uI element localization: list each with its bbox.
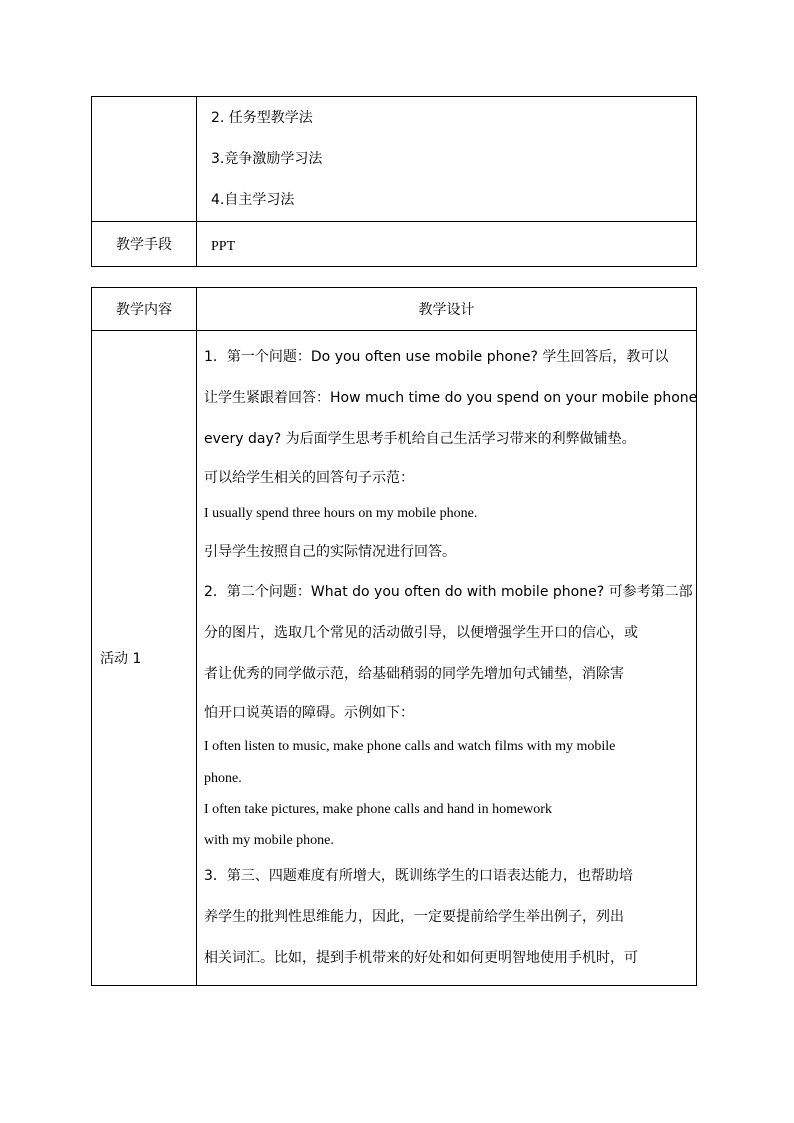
blank-label-cell	[92, 97, 197, 222]
design-line: 相关词汇。比如，提到手机带来的好处和如何更明智地使用手机时，可	[204, 950, 638, 966]
teaching-methods-table	[91, 96, 697, 267]
methods-cell	[197, 97, 697, 222]
design-line: 养学生的批判性思维能力，因此，一定要提前给学生举出例子，列出	[204, 909, 624, 925]
design-line: with my mobile phone.	[204, 833, 334, 848]
header-teaching-content: 教学内容	[92, 288, 197, 331]
method-item: 2. 任务型教学法	[211, 109, 313, 126]
design-line: I often take pictures, make phone calls and hand in homework	[204, 802, 552, 817]
design-line: 分的图片，选取几个常见的活动做引导，以便增强学生开口的信心，或	[204, 625, 638, 641]
teaching-means-value: PPT	[197, 222, 697, 267]
method-item: 4.自主学习法	[211, 191, 295, 208]
design-line: 1．第一个问题：Do you often use mobile phone? 学生回答后，教可以	[204, 349, 669, 365]
design-line: 让学生紧跟着回答：How much time do you spend on your mobile phone	[204, 390, 698, 406]
design-line: phone.	[204, 771, 242, 786]
design-line: I often listen to music, make phone calls and watch films with my mobile	[204, 739, 616, 754]
teaching-design-table	[91, 287, 697, 986]
header-teaching-design: 教学设计	[197, 288, 697, 331]
teaching-means-label: 教学手段	[92, 222, 197, 267]
design-line: 2．第二个问题：What do you often do with mobile phone? 可参考第二部	[204, 584, 693, 600]
design-line: I usually spend three hours on my mobile phone.	[204, 506, 478, 521]
design-line: 可以给学生相关的回答句子示范：	[204, 470, 414, 486]
design-line: 3．第三、四题难度有所增大，既训练学生的口语表达能力，也帮助培	[204, 868, 633, 884]
design-line: every day? 为后面学生思考手机给自己生活学习带来的利弊做铺垫。	[204, 431, 636, 447]
design-content	[197, 331, 696, 979]
activity-label: 活动 1	[92, 331, 197, 986]
method-item: 3.竞争激励学习法	[211, 150, 323, 167]
design-content-cell	[197, 331, 697, 986]
design-line: 引导学生按照自己的实际情况进行回答。	[204, 544, 456, 560]
design-line: 者让优秀的同学做示范，给基础稍弱的同学先增加句式铺垫，消除害	[204, 666, 624, 682]
design-line: 怕开口说英语的障碍。示例如下：	[204, 705, 414, 721]
